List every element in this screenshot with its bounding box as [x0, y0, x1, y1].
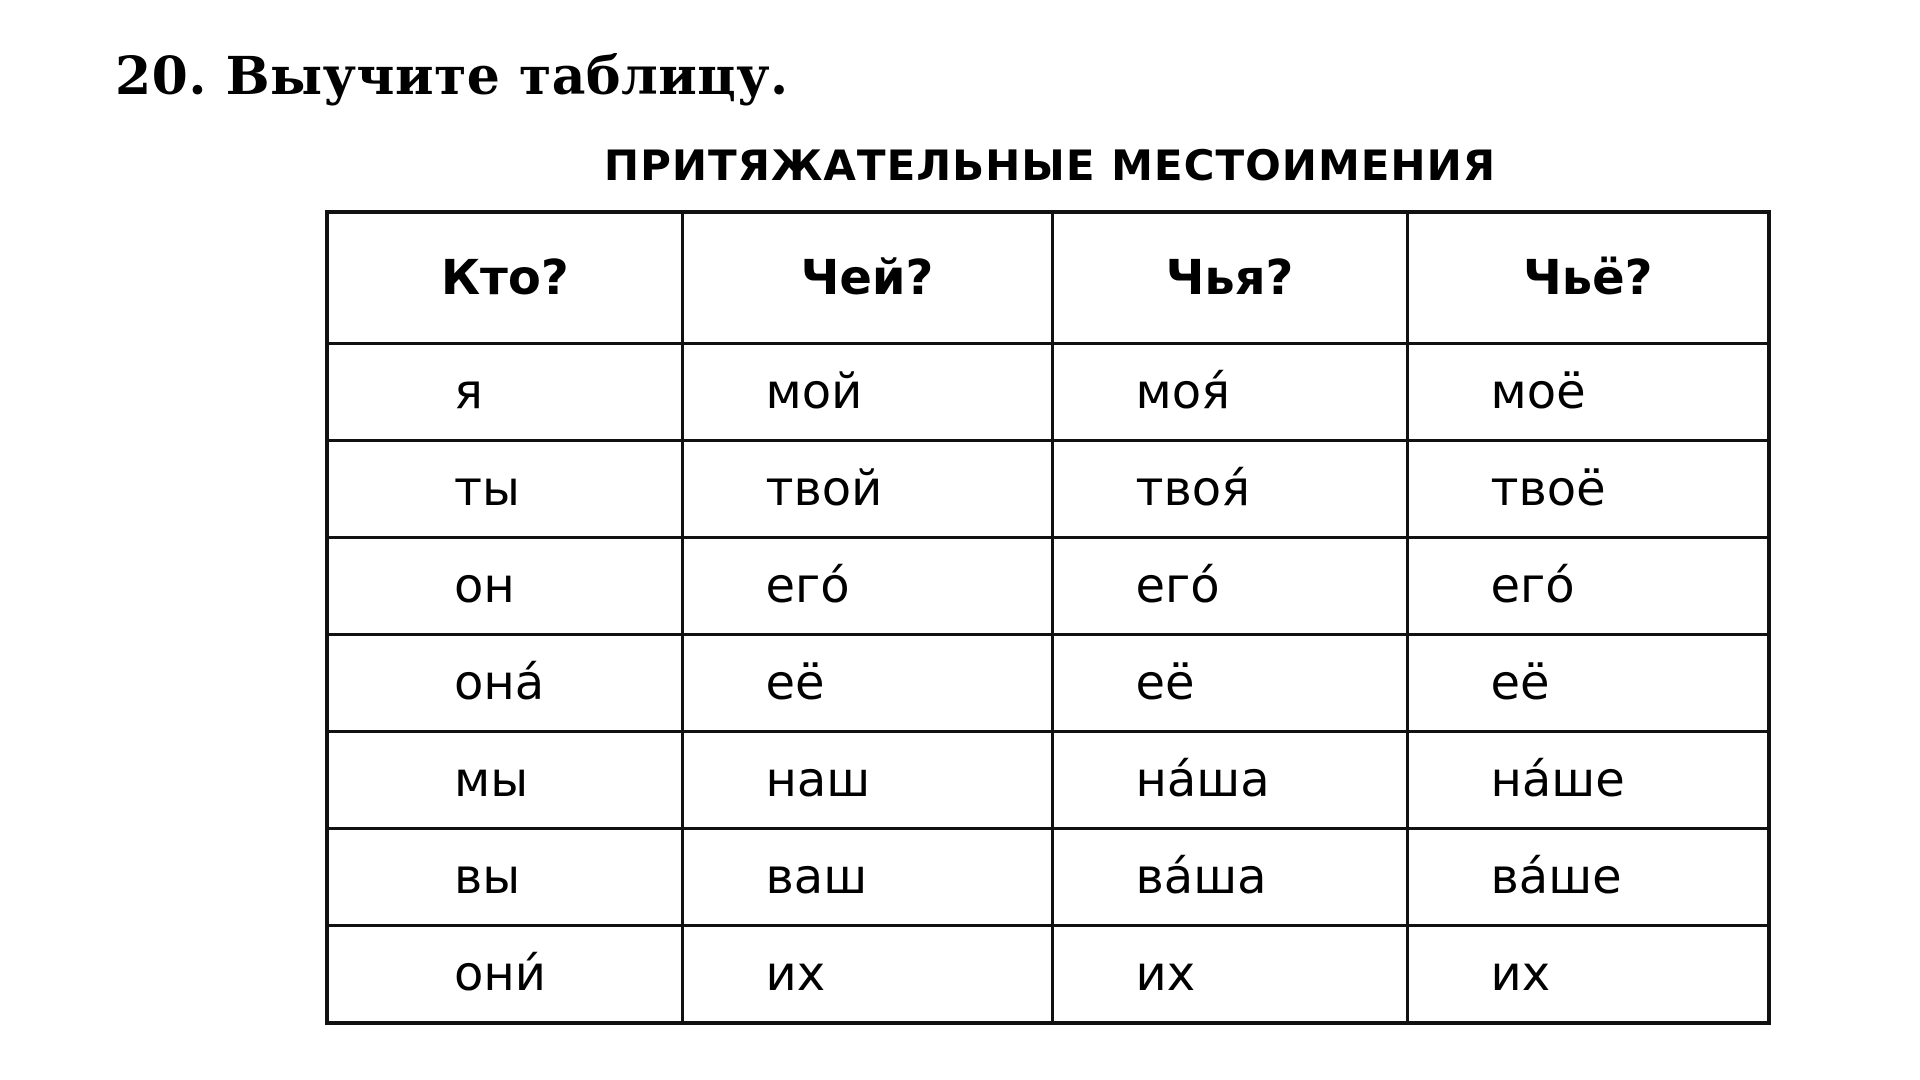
table-cell: на́ша — [1052, 732, 1407, 829]
table-cell: я — [327, 344, 682, 441]
exercise-title: 20. Выучите таблицу. — [115, 46, 789, 107]
table-cell: наш — [682, 732, 1052, 829]
table-cell: твоя́ — [1052, 441, 1407, 538]
table-cell: её — [1407, 635, 1769, 732]
header-cell-kto: Кто? — [327, 212, 682, 344]
table-row — [327, 344, 1769, 441]
table-cell: его́ — [682, 538, 1052, 635]
table-cell: ва́ша — [1052, 829, 1407, 926]
table-cell: её — [1052, 635, 1407, 732]
table-cell: она́ — [327, 635, 682, 732]
table-row — [327, 441, 1769, 538]
table-cell: на́ше — [1407, 732, 1769, 829]
table-cell: его́ — [1407, 538, 1769, 635]
table-header-row — [327, 212, 1769, 344]
header-cell-chey: Чей? — [682, 212, 1052, 344]
table-cell: он — [327, 538, 682, 635]
table-cell: его́ — [1052, 538, 1407, 635]
table-cell: их — [1052, 926, 1407, 1024]
table-row — [327, 635, 1769, 732]
table-cell: мы — [327, 732, 682, 829]
table-caption: ПРИТЯЖАТЕЛЬНЫЕ МЕСТОИМЕНИЯ — [603, 141, 1497, 190]
table-cell: ты — [327, 441, 682, 538]
table-cell: их — [1407, 926, 1769, 1024]
table-cell: моя́ — [1052, 344, 1407, 441]
table-row — [327, 732, 1769, 829]
possessive-pronouns-table — [325, 210, 1771, 1025]
table-row — [327, 829, 1769, 926]
table-cell: моё — [1407, 344, 1769, 441]
table-row — [327, 926, 1769, 1024]
table-cell: ва́ше — [1407, 829, 1769, 926]
table-cell: вы — [327, 829, 682, 926]
table-cell: твой — [682, 441, 1052, 538]
header-cell-chyo: Чьё? — [1407, 212, 1769, 344]
table-cell: ваш — [682, 829, 1052, 926]
table-cell: твоё — [1407, 441, 1769, 538]
table-cell: они́ — [327, 926, 682, 1024]
table-cell: мой — [682, 344, 1052, 441]
table-cell: её — [682, 635, 1052, 732]
table-cell: их — [682, 926, 1052, 1024]
table-row — [327, 538, 1769, 635]
header-cell-chya: Чья? — [1052, 212, 1407, 344]
